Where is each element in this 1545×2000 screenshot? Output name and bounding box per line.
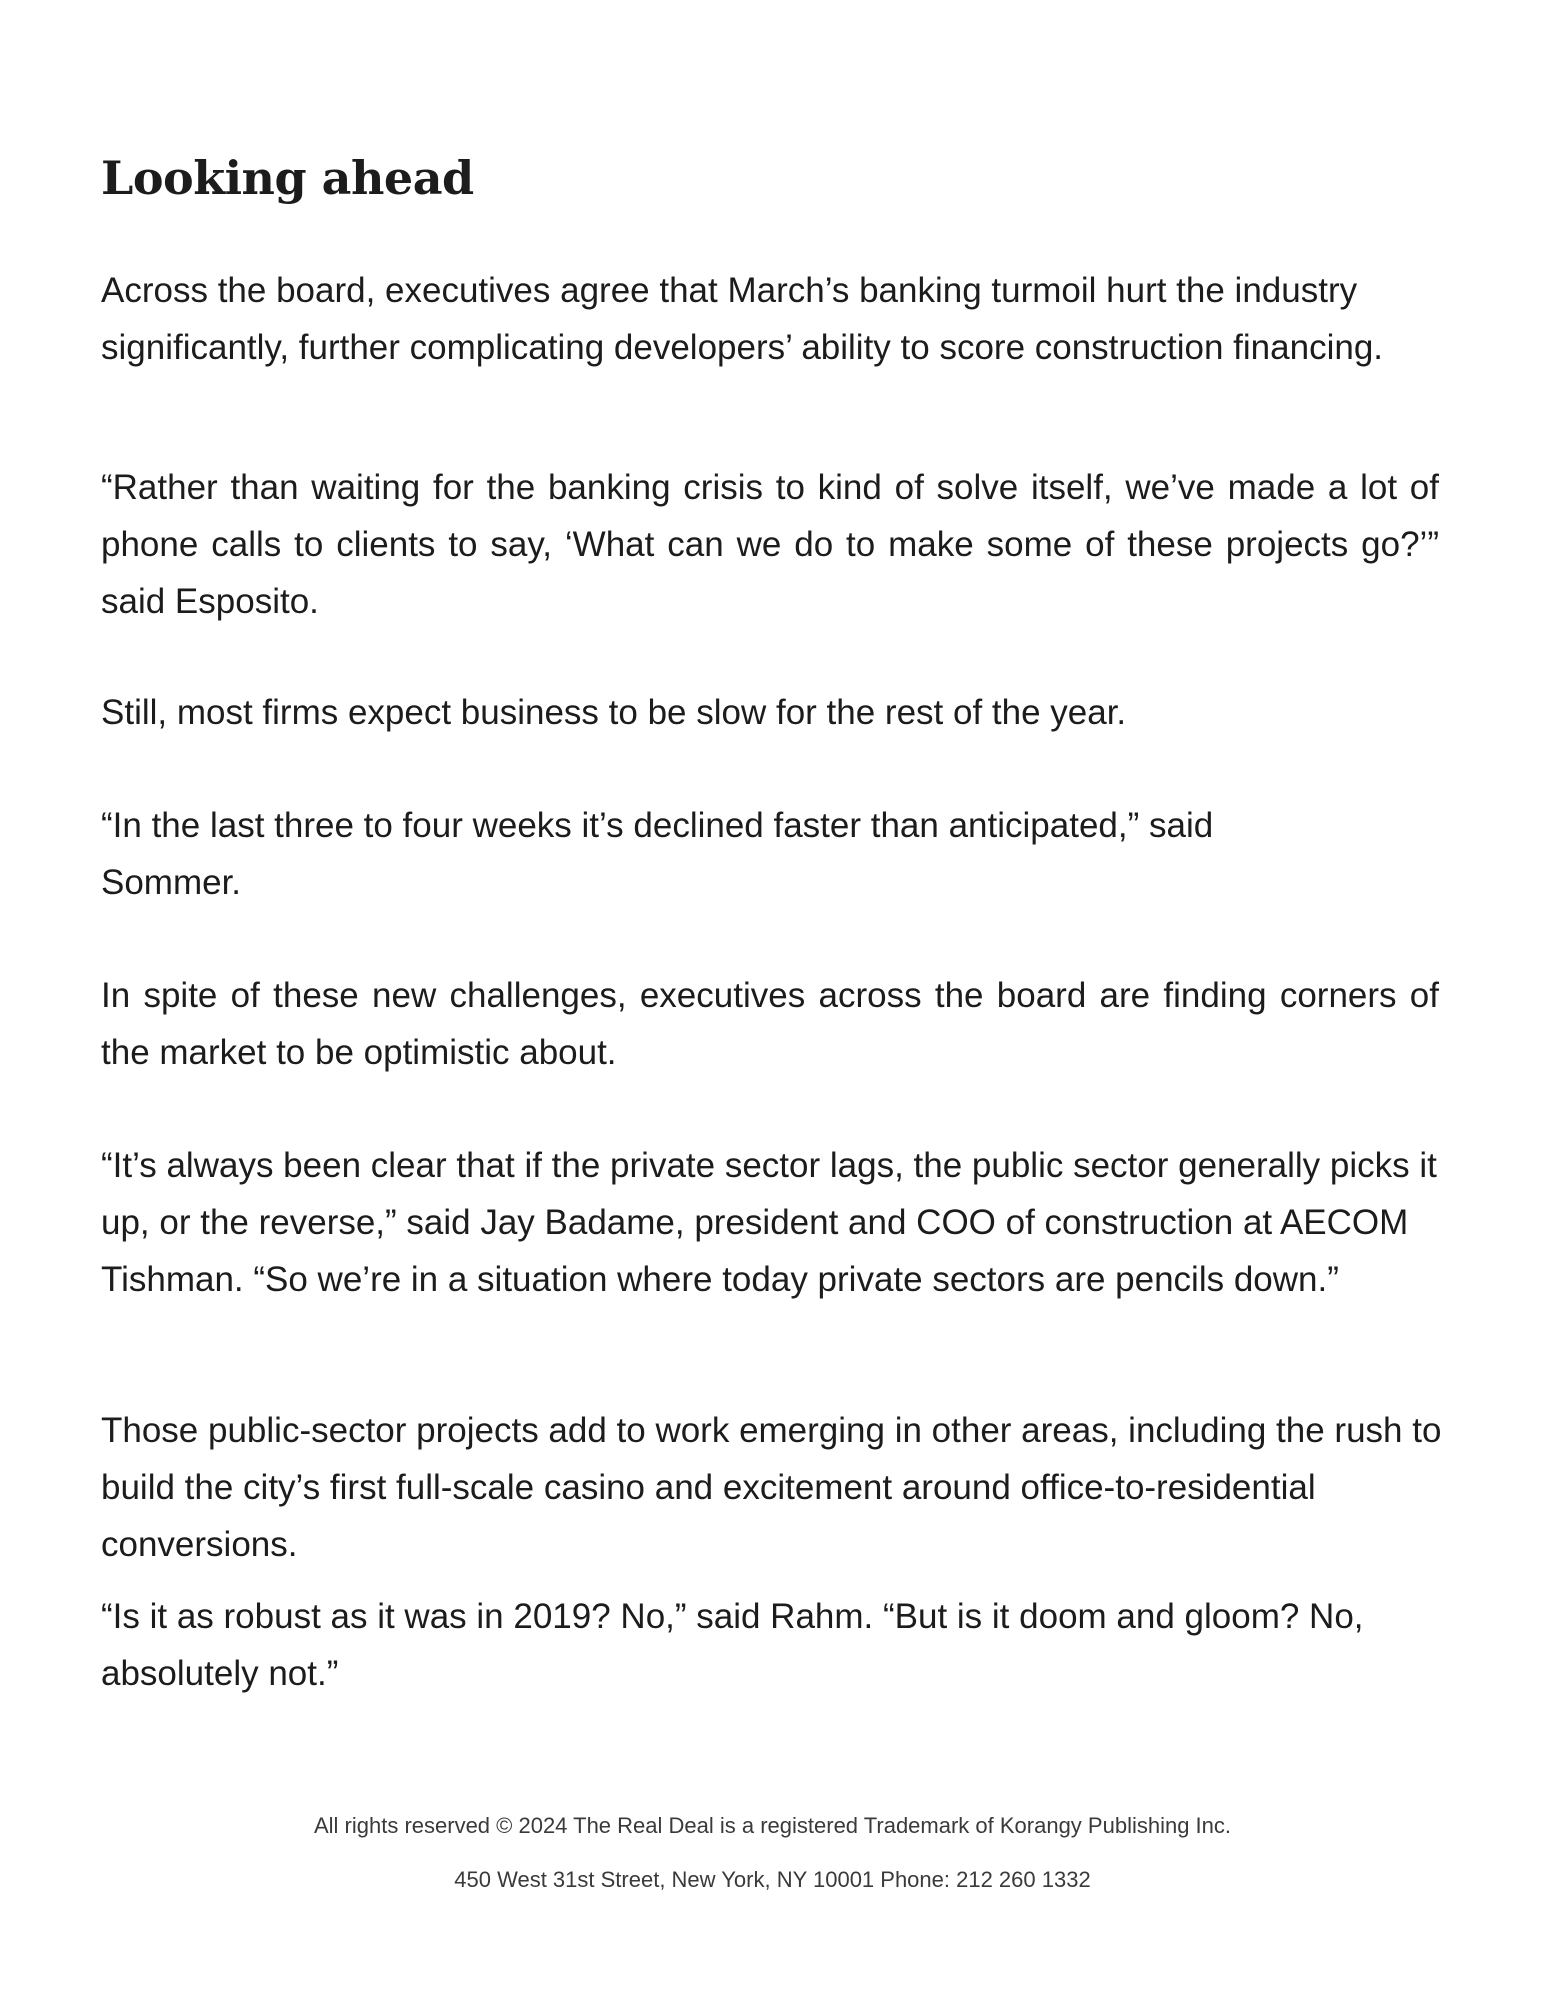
article-paragraph: “Rather than waiting for the banking crisis to kind of solve itself, we’ve made a lot of phone calls to clients to say, ‘What can we do to make some of these projects go?’” said Esposito.	[101, 468, 1439, 621]
article-paragraph: “Is it as robust as it was in 2019? No,” said Rahm. “But is it doom and gloom? No, absolutely not.”	[101, 1597, 1364, 1693]
footer-copyright: All rights reserved © 2024 The Real Deal is a registered Trademark of Korangy Publishing Inc.	[313, 1813, 1232, 1838]
article-paragraph: “It’s always been clear that if the private sector lags, the public sector generally picks it up, or the reverse,” said Jay Badame, president and COO of construction at AECOM Tishman. “So we’re in a situation where today private sectors are pencils down.”	[101, 1146, 1437, 1299]
article-paragraph: Those public-sector projects add to work emerging in other areas, including the rush to build the city’s first full-scale casino and excitement around office-to-residential conversions.	[101, 1411, 1442, 1564]
article-paragraph: “In the last three to four weeks it’s declined faster than anticipated,” said Sommer.	[101, 806, 1214, 902]
footer-address: 450 West 31st Street, New York, NY 10001 Phone: 212 260 1332	[454, 1867, 1091, 1892]
section-heading: Looking ahead	[101, 151, 474, 205]
article-paragraph: Across the board, executives agree that March’s banking turmoil hurt the industry significantly, further complicating developers’ ability to score construction financing.	[101, 271, 1384, 367]
article-paragraph: Still, most firms expect business to be slow for the rest of the year.	[101, 693, 1127, 732]
article-paragraph: In spite of these new challenges, executives across the board are finding corners of the market to be optimistic about.	[101, 976, 1439, 1072]
